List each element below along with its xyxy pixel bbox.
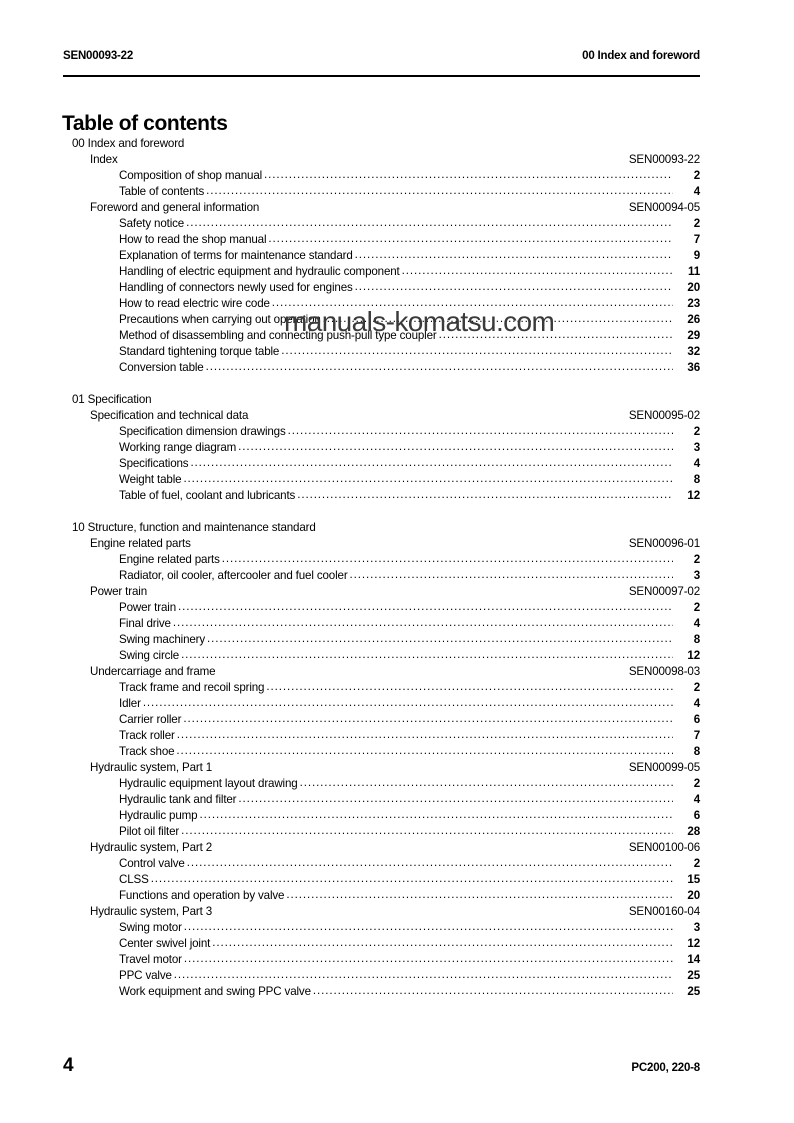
toc-subsection[interactable]: [63, 153, 700, 169]
toc-entry[interactable]: [63, 217, 700, 233]
toc-group-heading: [63, 137, 700, 153]
toc-entry[interactable]: [63, 697, 700, 713]
toc-entry-label: PPC valve: [119, 969, 172, 982]
toc-entry-page-number: 32: [687, 345, 700, 358]
toc-entry-page-number: 2: [693, 681, 700, 694]
toc-group: [63, 521, 700, 1001]
toc-entry[interactable]: [63, 473, 700, 489]
toc-group-heading-label: 01 Specification: [72, 393, 152, 406]
toc-entry[interactable]: [63, 489, 700, 505]
toc-group-heading-label: 00 Index and foreword: [72, 137, 185, 150]
toc-subsection[interactable]: [63, 665, 700, 681]
toc-entry-label: Hydraulic tank and filter: [119, 793, 237, 806]
toc-entry[interactable]: [63, 185, 700, 201]
toc-dot-leader: [186, 217, 673, 228]
toc-dot-leader: [207, 633, 673, 644]
footer-model-name: PC200, 220-8: [631, 1062, 700, 1074]
toc-entry-page-number: 12: [687, 489, 700, 502]
toc-entry-label: Weight table: [119, 473, 182, 486]
toc-dot-leader: [313, 985, 673, 996]
toc-dot-leader: [238, 793, 673, 804]
toc-dot-leader: [199, 809, 673, 820]
toc-entry-page-number: 7: [693, 729, 700, 742]
toc-entry-label: Final drive: [119, 617, 171, 630]
toc-dot-leader: [286, 889, 673, 900]
toc-entry[interactable]: [63, 441, 700, 457]
toc-subsection-label: Index: [90, 153, 118, 166]
toc-entry[interactable]: [63, 649, 700, 665]
toc-entry-page-number: 4: [693, 617, 700, 630]
toc-entry-page-number: 12: [687, 649, 700, 662]
toc-entry[interactable]: [63, 809, 700, 825]
toc-dot-leader: [300, 777, 673, 788]
toc-entry[interactable]: [63, 617, 700, 633]
toc-dot-leader: [264, 169, 673, 180]
toc-subsection-code: SEN00160-04: [628, 905, 700, 918]
toc-entry-label: Handling of connectors newly used for engines: [119, 281, 353, 294]
toc-entry-label: Safety notice: [119, 217, 185, 230]
toc-entry[interactable]: [63, 969, 700, 985]
toc-entry-label: Working range diagram: [119, 441, 237, 454]
toc-entry[interactable]: [63, 713, 700, 729]
toc-subsection-label: Hydraulic system, Part 2: [90, 841, 213, 854]
toc-subsection-code: SEN00096-01: [628, 537, 700, 550]
toc-entry[interactable]: [63, 953, 700, 969]
toc-entry[interactable]: [63, 313, 700, 329]
toc-entry[interactable]: [63, 793, 700, 809]
toc-entry-label: Track frame and recoil spring: [119, 681, 265, 694]
toc-entry-label: Method of disassembling and connecting push-pull type coupler: [119, 329, 437, 342]
toc-dot-leader: [297, 489, 673, 500]
toc-group-heading: [63, 521, 700, 537]
toc-subsection-code: SEN00097-02: [628, 585, 700, 598]
toc-subsection[interactable]: [63, 905, 700, 921]
page-header: [63, 50, 700, 62]
toc-entry[interactable]: [63, 457, 700, 473]
toc-subsection-code: SEN00093-22: [628, 153, 700, 166]
toc-subsection[interactable]: [63, 409, 700, 425]
toc-entry-page-number: 2: [693, 601, 700, 614]
header-section-title: 00 Index and foreword: [582, 50, 700, 62]
toc-entry-label: Track roller: [119, 729, 175, 742]
toc-group: [63, 137, 700, 377]
table-of-contents: [63, 137, 700, 1001]
toc-entry[interactable]: [63, 329, 700, 345]
toc-dot-leader: [222, 553, 673, 564]
toc-subsection-label: Specification and technical data: [90, 409, 249, 422]
toc-entry[interactable]: [63, 249, 700, 265]
toc-entry[interactable]: [63, 825, 700, 841]
toc-entry[interactable]: [63, 425, 700, 441]
toc-entry-page-number: 2: [693, 169, 700, 182]
toc-entry-label: Pilot oil filter: [119, 825, 180, 838]
toc-entry[interactable]: [63, 169, 700, 185]
toc-dot-leader: [177, 729, 673, 740]
toc-dot-leader: [323, 313, 673, 324]
toc-entry-label: Travel motor: [119, 953, 182, 966]
toc-entry-page-number: 9: [693, 249, 700, 262]
toc-entry-page-number: 8: [693, 473, 700, 486]
toc-dot-leader: [206, 185, 673, 196]
toc-entry-label: Center swivel joint: [119, 937, 211, 950]
toc-subsection[interactable]: [63, 201, 700, 217]
toc-subsection[interactable]: [63, 537, 700, 553]
toc-entry[interactable]: [63, 857, 700, 873]
toc-entry-page-number: 4: [693, 697, 700, 710]
toc-subsection[interactable]: [63, 841, 700, 857]
toc-entry-page-number: 2: [693, 857, 700, 870]
toc-subsection-label: Hydraulic system, Part 3: [90, 905, 213, 918]
watermark: manuals-komatsu.com: [284, 306, 555, 337]
page-title: Table of contents: [62, 112, 228, 136]
toc-entry-page-number: 8: [693, 745, 700, 758]
toc-dot-leader: [176, 745, 673, 756]
toc-entry-label: Hydraulic pump: [119, 809, 198, 822]
toc-dot-leader: [143, 697, 673, 708]
toc-subsection-code: SEN00100-06: [628, 841, 700, 854]
toc-entry[interactable]: [63, 633, 700, 649]
toc-entry[interactable]: [63, 265, 700, 281]
toc-entry-label: Precautions when carrying out operation: [119, 313, 321, 326]
toc-entry-page-number: 8: [693, 633, 700, 646]
toc-entry[interactable]: [63, 889, 700, 905]
toc-entry-page-number: 15: [687, 873, 700, 886]
toc-dot-leader: [181, 649, 673, 660]
toc-entry-label: Handling of electric equipment and hydraulic component: [119, 265, 400, 278]
toc-entry-page-number: 25: [687, 969, 700, 982]
toc-entry-page-number: 6: [693, 809, 700, 822]
toc-entry[interactable]: [63, 361, 700, 377]
toc-entry-page-number: 4: [693, 793, 700, 806]
toc-entry-page-number: 6: [693, 713, 700, 726]
toc-entry-page-number: 23: [687, 297, 700, 310]
toc-entry-page-number: 20: [687, 281, 700, 294]
toc-entry[interactable]: [63, 873, 700, 889]
toc-entry-page-number: 29: [687, 329, 700, 342]
toc-entry[interactable]: [63, 281, 700, 297]
toc-dot-leader: [355, 281, 673, 292]
toc-dot-leader: [187, 857, 673, 868]
toc-entry-page-number: 28: [687, 825, 700, 838]
toc-entry-page-number: 3: [693, 569, 700, 582]
toc-entry[interactable]: [63, 745, 700, 761]
toc-entry-page-number: 25: [687, 985, 700, 998]
toc-subsection-code: SEN00099-05: [628, 761, 700, 774]
toc-subsection-label: Engine related parts: [90, 537, 191, 550]
toc-entry-page-number: 14: [687, 953, 700, 966]
toc-entry-page-number: 2: [693, 425, 700, 438]
toc-entry-label: Track shoe: [119, 745, 175, 758]
toc-entry[interactable]: [63, 297, 700, 313]
toc-entry[interactable]: [63, 345, 700, 361]
toc-subsection-code: SEN00098-03: [628, 665, 700, 678]
toc-dot-leader: [355, 249, 673, 260]
toc-subsection-label: Power train: [90, 585, 147, 598]
footer-page-number: 4: [63, 1055, 74, 1076]
toc-dot-leader: [350, 569, 673, 580]
toc-entry-page-number: 20: [687, 889, 700, 902]
toc-dot-leader: [268, 233, 673, 244]
toc-entry[interactable]: [63, 569, 700, 585]
toc-entry-label: Swing machinery: [119, 633, 206, 646]
toc-dot-leader: [173, 617, 673, 628]
toc-entry-label: Hydraulic equipment layout drawing: [119, 777, 298, 790]
toc-entry-page-number: 3: [693, 921, 700, 934]
toc-dot-leader: [174, 969, 673, 980]
toc-dot-leader: [206, 361, 673, 372]
toc-entry-page-number: 2: [693, 217, 700, 230]
toc-entry[interactable]: [63, 233, 700, 249]
toc-dot-leader: [190, 457, 673, 468]
toc-entry-label: Idler: [119, 697, 141, 710]
toc-subsection-label: Hydraulic system, Part 1: [90, 761, 213, 774]
toc-entry-label: Control valve: [119, 857, 185, 870]
toc-entry-label: Radiator, oil cooler, aftercooler and fuel cooler: [119, 569, 348, 582]
toc-subsection[interactable]: [63, 761, 700, 777]
toc-dot-leader: [212, 937, 673, 948]
toc-dot-leader: [272, 297, 673, 308]
toc-dot-leader: [439, 329, 673, 340]
toc-entry-label: Standard tightening torque table: [119, 345, 280, 358]
toc-subsection-code: SEN00094-05: [628, 201, 700, 214]
toc-dot-leader: [288, 425, 673, 436]
toc-entry[interactable]: [63, 729, 700, 745]
toc-dot-leader: [266, 681, 673, 692]
toc-group-heading: [63, 393, 700, 409]
page-footer: [63, 1055, 700, 1077]
toc-entry-page-number: 4: [693, 185, 700, 198]
toc-dot-leader: [178, 601, 673, 612]
header-document-code: SEN00093-22: [63, 50, 134, 62]
toc-entry[interactable]: [63, 921, 700, 937]
toc-entry-label: Explanation of terms for maintenance standard: [119, 249, 353, 262]
toc-entry-page-number: 3: [693, 441, 700, 454]
toc-entry[interactable]: [63, 985, 700, 1001]
toc-entry-label: CLSS: [119, 873, 149, 886]
toc-group-heading-label: 10 Structure, function and maintenance standard: [72, 521, 316, 534]
toc-entry[interactable]: [63, 681, 700, 697]
toc-entry-page-number: 2: [693, 777, 700, 790]
toc-entry-label: How to read electric wire code: [119, 297, 270, 310]
toc-dot-leader: [281, 345, 673, 356]
toc-entry-page-number: 2: [693, 553, 700, 566]
toc-entry-label: Table of fuel, coolant and lubricants: [119, 489, 296, 502]
toc-entry-page-number: 7: [693, 233, 700, 246]
toc-entry-label: Engine related parts: [119, 553, 220, 566]
toc-entry[interactable]: [63, 601, 700, 617]
toc-subsection-label: Foreword and general information: [90, 201, 260, 214]
toc-dot-leader: [238, 441, 673, 452]
toc-entry-label: Composition of shop manual: [119, 169, 263, 182]
toc-entry-label: Specification dimension drawings: [119, 425, 286, 438]
toc-entry-label: Table of contents: [119, 185, 205, 198]
toc-entry-label: Functions and operation by valve: [119, 889, 285, 902]
toc-subsection[interactable]: [63, 585, 700, 601]
toc-entry-page-number: 11: [688, 265, 700, 278]
toc-entry[interactable]: [63, 553, 700, 569]
toc-dot-leader: [183, 713, 673, 724]
toc-dot-leader: [402, 265, 673, 276]
toc-entry[interactable]: [63, 937, 700, 953]
header-divider: [63, 75, 700, 77]
toc-entry-label: Power train: [119, 601, 176, 614]
toc-entry-label: Work equipment and swing PPC valve: [119, 985, 311, 998]
toc-dot-leader: [184, 921, 673, 932]
toc-dot-leader: [183, 473, 673, 484]
toc-entry-page-number: 12: [687, 937, 700, 950]
toc-entry-label: Conversion table: [119, 361, 204, 374]
toc-group: [63, 393, 700, 505]
toc-entry-page-number: 36: [687, 361, 700, 374]
toc-dot-leader: [151, 873, 673, 884]
toc-dot-leader: [181, 825, 673, 836]
toc-entry[interactable]: [63, 777, 700, 793]
toc-subsection-label: Undercarriage and frame: [90, 665, 216, 678]
toc-entry-page-number: 4: [693, 457, 700, 470]
toc-entry-label: Specifications: [119, 457, 189, 470]
toc-entry-label: Swing motor: [119, 921, 182, 934]
toc-subsection-code: SEN00095-02: [628, 409, 700, 422]
toc-entry-label: Swing circle: [119, 649, 180, 662]
toc-entry-page-number: 26: [687, 313, 700, 326]
toc-entry-label: Carrier roller: [119, 713, 182, 726]
toc-dot-leader: [184, 953, 673, 964]
toc-entry-label: How to read the shop manual: [119, 233, 267, 246]
